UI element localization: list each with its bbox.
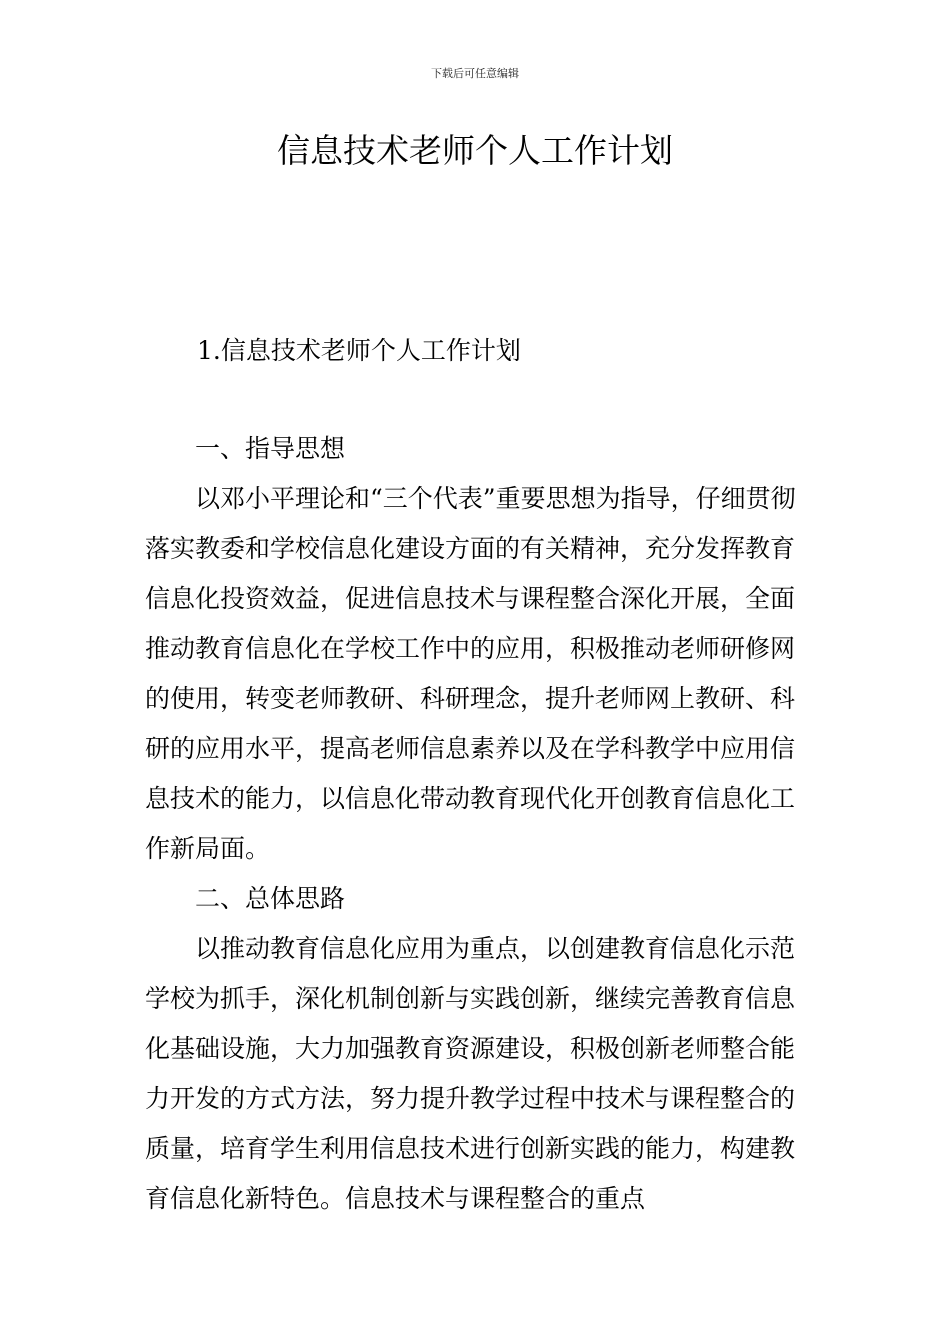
header-note: 下载后可任意编辑	[431, 67, 519, 80]
document-title: 信息技术老师个人工作计划	[277, 131, 673, 170]
numbered-subtitle: 1.信息技术老师个人工作计划	[197, 336, 521, 365]
section-body-guiding-ideology: 以邓小平理论和“三个代表”重要思想为指导，仔细贯彻落实教委和学校信息化建设方面的有关精神，充分发挥教育信息化投资效益，促进信息技术与课程整合深化开展，全面推动教育信息化在学校工作中的应用，积极推动老师研修网的使用，转变老师教研、科研理念，提升老师网上教研、科研的应用水平，提高老师信息素养以及在学科教学中应用信息技术的能力，以信息化带动教育现代化开创教育信息化工作新局面。	[145, 484, 796, 863]
section-heading-overall-approach: 二、总体思路	[195, 884, 346, 913]
section-body-overall-approach: 以推动教育信息化应用为重点，以创建教育信息化示范学校为抓手，深化机制创新与实践创新，继续完善教育信息化基础设施，大力加强教育资源建设，积极创新老师整合能力开发的方式方法，努力提升教学过程中技术与课程整合的质量，培育学生利用信息技术进行创新实践的能力，构建教育信息化新特色。信息技术与课程整合的重点	[145, 934, 796, 1213]
section-heading-guiding-ideology: 一、指导思想	[195, 434, 346, 463]
document-body	[145, 424, 807, 1224]
